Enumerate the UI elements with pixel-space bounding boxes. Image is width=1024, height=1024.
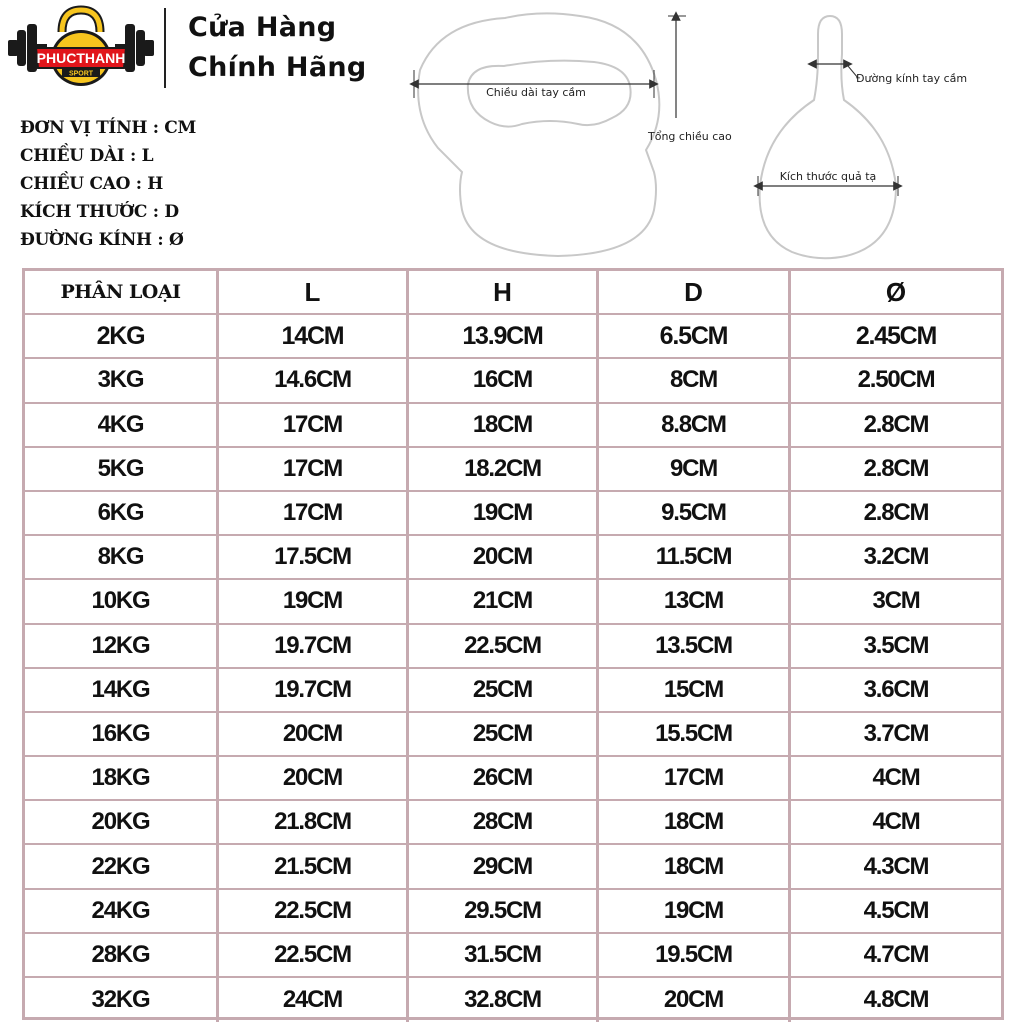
cell-length: 24CM (219, 978, 409, 1022)
cell-size: 13.5CM (599, 625, 791, 667)
total-height-label: Tổng chiều cao (648, 130, 732, 143)
cell-diameter: 4.3CM (863, 852, 929, 880)
cell-weight: 20KG (25, 801, 219, 843)
table-row (25, 845, 1001, 889)
cell-weight: 28KG (25, 934, 219, 976)
cell-weight: 16KG (25, 713, 219, 755)
store-title-line2: Chính Hãng (188, 52, 367, 83)
legend-length: CHIỀU DÀI : L (20, 146, 154, 166)
cell-weight: 18KG (25, 757, 219, 799)
cell-height: 25CM (409, 669, 599, 711)
cell-height: 13.9CM (409, 315, 599, 357)
cell-height: 22.5CM (409, 625, 599, 667)
table-row (25, 669, 1001, 713)
cell-diameter: 2.8CM (863, 410, 929, 438)
cell-weight: 12KG (25, 625, 219, 667)
cell-diameter: 2.8CM (863, 454, 929, 482)
handle-length-label: Chiều dài tay cầm (486, 86, 586, 99)
legend-unit: ĐƠN VỊ TÍNH : CM (20, 118, 197, 138)
cell-diameter: 2.8CM (863, 499, 929, 527)
cell-size: 9CM (599, 448, 791, 490)
cell-length: 14.6CM (219, 359, 409, 401)
table-row (25, 359, 1001, 403)
cell-weight: 10KG (25, 580, 219, 622)
logo-sub-text: SPORT (68, 70, 94, 78)
table-row (25, 315, 1001, 359)
units-legend (20, 114, 196, 254)
cell-size: 17CM (599, 757, 791, 799)
cell-weight: 4KG (25, 404, 219, 446)
cell-size: 9.5CM (599, 492, 791, 534)
table-row (25, 404, 1001, 448)
header-length: L (219, 271, 409, 313)
header-height: H (409, 271, 599, 313)
cell-height: 32.8CM (409, 978, 599, 1022)
cell-height: 28CM (409, 801, 599, 843)
cell-diameter: 2.45CM (855, 321, 937, 350)
cell-height: 16CM (409, 359, 599, 401)
cell-length: 20CM (219, 713, 409, 755)
cell-length: 17CM (219, 492, 409, 534)
cell-height: 21CM (409, 580, 599, 622)
table-header-row (25, 271, 1001, 315)
legend-height: CHIỀU CAO : H (20, 174, 164, 194)
cell-length: 19CM (219, 580, 409, 622)
cell-weight: 3KG (25, 359, 219, 401)
kettlebell-side-outline (760, 16, 896, 258)
cell-length: 20CM (219, 757, 409, 799)
cell-height: 20CM (409, 536, 599, 578)
cell-weight: 14KG (25, 669, 219, 711)
phucthanh-sport-logo (6, 4, 156, 90)
cell-weight: 8KG (25, 536, 219, 578)
table-row (25, 890, 1001, 934)
cell-diameter: 4CM (872, 808, 920, 836)
kettlebell-front-outline (418, 13, 659, 256)
cell-size: 8.8CM (599, 404, 791, 446)
store-title-line1: Cửa Hàng (188, 12, 337, 43)
cell-size: 13CM (599, 580, 791, 622)
cell-weight: 32KG (25, 978, 219, 1022)
bell-size-label: Kích thước quả tạ (779, 170, 877, 183)
cell-size: 19CM (599, 890, 791, 932)
kettlebell-spec-table (22, 268, 1004, 1020)
cell-diameter: 3.5CM (863, 631, 929, 659)
legend-size: KÍCH THƯỚC : D (20, 202, 179, 222)
cell-weight: 5KG (25, 448, 219, 490)
cell-size: 11.5CM (599, 536, 791, 578)
cell-length: 17CM (219, 448, 409, 490)
table-row (25, 492, 1001, 536)
table-row (25, 625, 1001, 669)
table-row (25, 580, 1001, 624)
table-row (25, 536, 1001, 580)
cell-height: 29CM (409, 845, 599, 887)
table-row (25, 978, 1001, 1022)
cell-size: 6.5CM (599, 315, 791, 357)
cell-weight: 24KG (25, 890, 219, 932)
cell-diameter: 3.6CM (863, 675, 929, 703)
cell-diameter: 2.50CM (857, 366, 935, 394)
cell-diameter: 4.7CM (863, 940, 929, 968)
cell-length: 22.5CM (219, 934, 409, 976)
cell-diameter: 4CM (872, 764, 920, 792)
cell-length: 21.5CM (219, 845, 409, 887)
legend-diameter: ĐƯỜNG KÍNH : Ø (20, 230, 184, 250)
cell-size: 19.5CM (599, 934, 791, 976)
cell-size: 15CM (599, 669, 791, 711)
cell-weight: 6KG (25, 492, 219, 534)
cell-height: 25CM (409, 713, 599, 755)
header-size: D (599, 271, 791, 313)
cell-height: 18CM (409, 404, 599, 446)
kettlebell-dimension-diagram (400, 0, 1020, 262)
cell-size: 18CM (599, 845, 791, 887)
table-row (25, 757, 1001, 801)
table-row (25, 713, 1001, 757)
logo-brand-text: PHUCTHANH (36, 50, 126, 66)
cell-length: 22.5CM (219, 890, 409, 932)
cell-height: 31.5CM (409, 934, 599, 976)
cell-size: 8CM (599, 359, 791, 401)
handle-diameter-label: Đường kính tay cầm (856, 72, 968, 85)
cell-length: 19.7CM (219, 625, 409, 667)
cell-height: 29.5CM (409, 890, 599, 932)
cell-height: 19CM (409, 492, 599, 534)
cell-length: 17CM (219, 404, 409, 446)
table-row (25, 801, 1001, 845)
table-row (25, 448, 1001, 492)
cell-diameter: 4.5CM (863, 896, 929, 924)
cell-diameter: 3.2CM (863, 543, 929, 571)
cell-diameter: 4.8CM (863, 986, 929, 1014)
cell-weight: 22KG (25, 845, 219, 887)
cell-weight: 2KG (25, 315, 219, 357)
cell-size: 18CM (599, 801, 791, 843)
header-diameter: Ø (885, 276, 907, 307)
cell-height: 26CM (409, 757, 599, 799)
cell-diameter: 3.7CM (863, 719, 929, 747)
cell-size: 20CM (599, 978, 791, 1022)
cell-length: 14CM (219, 315, 409, 357)
cell-height: 18.2CM (409, 448, 599, 490)
cell-diameter: 3CM (872, 587, 920, 615)
header-category: PHÂN LOẠI (25, 271, 219, 313)
cell-length: 19.7CM (219, 669, 409, 711)
cell-length: 17.5CM (219, 536, 409, 578)
cell-size: 15.5CM (599, 713, 791, 755)
header-divider (164, 8, 166, 88)
cell-length: 21.8CM (219, 801, 409, 843)
table-row (25, 934, 1001, 978)
